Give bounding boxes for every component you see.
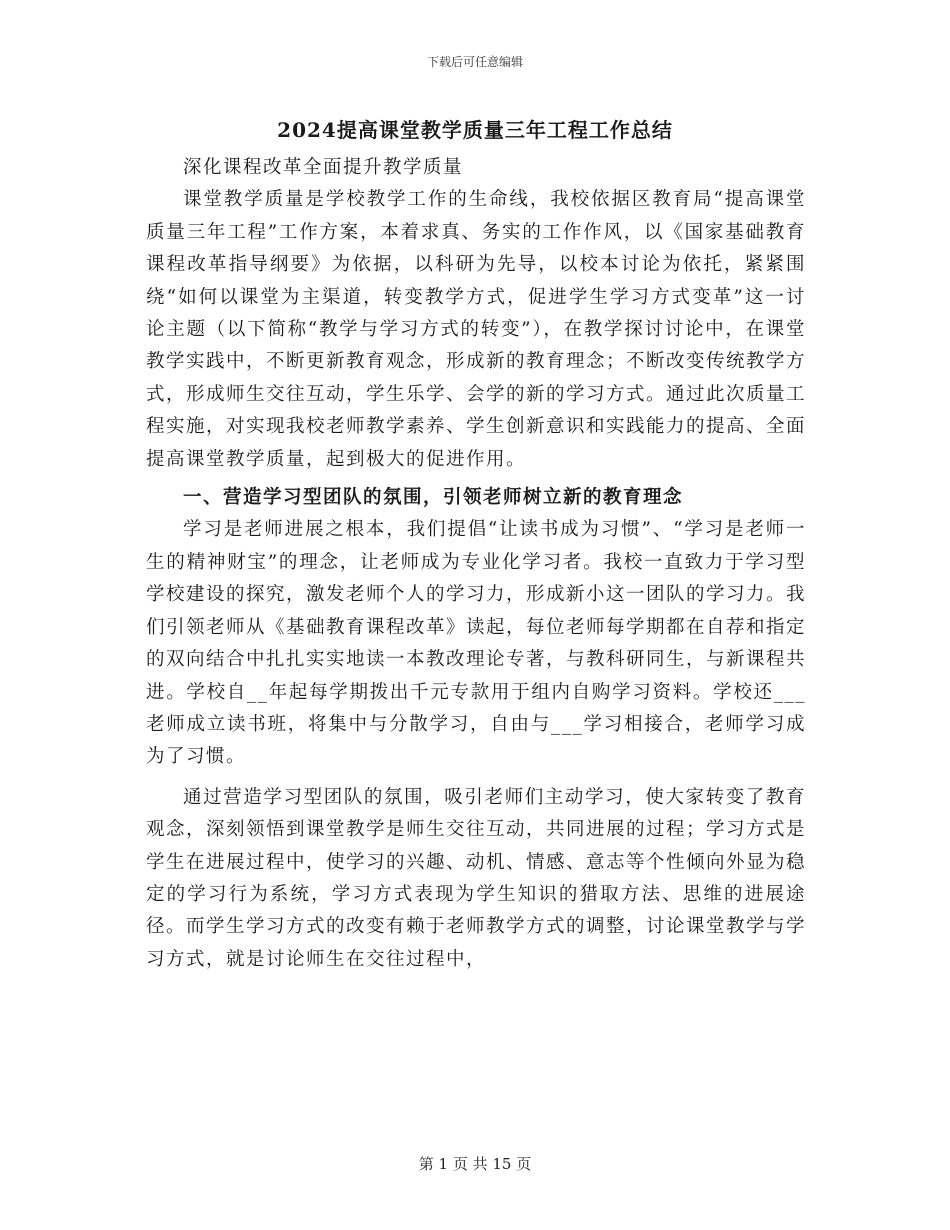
header-note: 下载后可任意编辑 <box>426 55 523 69</box>
paragraph-atmosphere: 通过营造学习型团队的氛围，吸引老师们主动学习，使大家转变了教育观念，深刻领悟到课堂教学是师生交往互动，共同进展的过程；学习方式是学生在进展过程中，使学习的兴趣、动机、情感、意志等个性倾向外显为稳定的学习行为系统，学习方式表现为学生知识的猎取方法、思维的进展途径。而学生学习方式的改变有赖于老师教学方式的调整，讨论课堂教学与学习方式，就是讨论师生在交往过程中， <box>146 786 807 970</box>
paragraph-intro: 课堂教学质量是学校教学工作的生命线，我校依据区教育局“提高课堂质量三年工程”工作方案，本着求真、务实的工作作风，以《国家基础教育课程改革指导纲要》为依据，以科研为先导，以校本讨论为依托，紧紧围绕“如何以课堂为主渠道，转变教学方式，促进学生学习方式变革”这一讨论主题（以下简称“教学与学习方式的转变”），在教学探讨讨论中，在课堂教学实践中，不断更新教育观念，形成新的教育理念；不断改变传统教学方式，形成师生交往互动，学生乐学、会学的新的学习方式。通过此次质量工程实施，对实现我校老师教学素养、学生创新意识和实践能力的提高、全面提高课堂教学质量，起到极大的促进作用。 <box>146 189 807 470</box>
document-body <box>146 152 806 976</box>
paragraph-learning: 学习是老师进展之根本，我们提倡“让读书成为习惯”、“学习是老师一生的精神财宝”的理念，让老师成为专业化学习者。我校一直致力于学习型学校建设的探究，激发老师个人的学习力，形成新小这一团队的学习力。我们引领老师从《基础教育课程改革》读起，每位老师每学期都在自荐和指定的双向结合中扎扎实实地读一本教改理论专著，与教科研同生，与新课程共进。学校自__年起每学期拨出千元专款用于组内自购学习资料。学校还___老师成立读书班，将集中与分散学习，自由与___学习相接合，老师学习成为了习惯。 <box>146 519 807 768</box>
document-title: 2024提高课堂教学质量三年工程工作总结 <box>277 118 673 142</box>
subtitle: 深化课程改革全面提升教学质量 <box>183 157 464 178</box>
section-heading-1: 一、营造学习型团队的氛围，引领老师树立新的教育理念 <box>183 487 684 509</box>
page-footer: 第 1 页 共 15 页 <box>418 1155 532 1173</box>
